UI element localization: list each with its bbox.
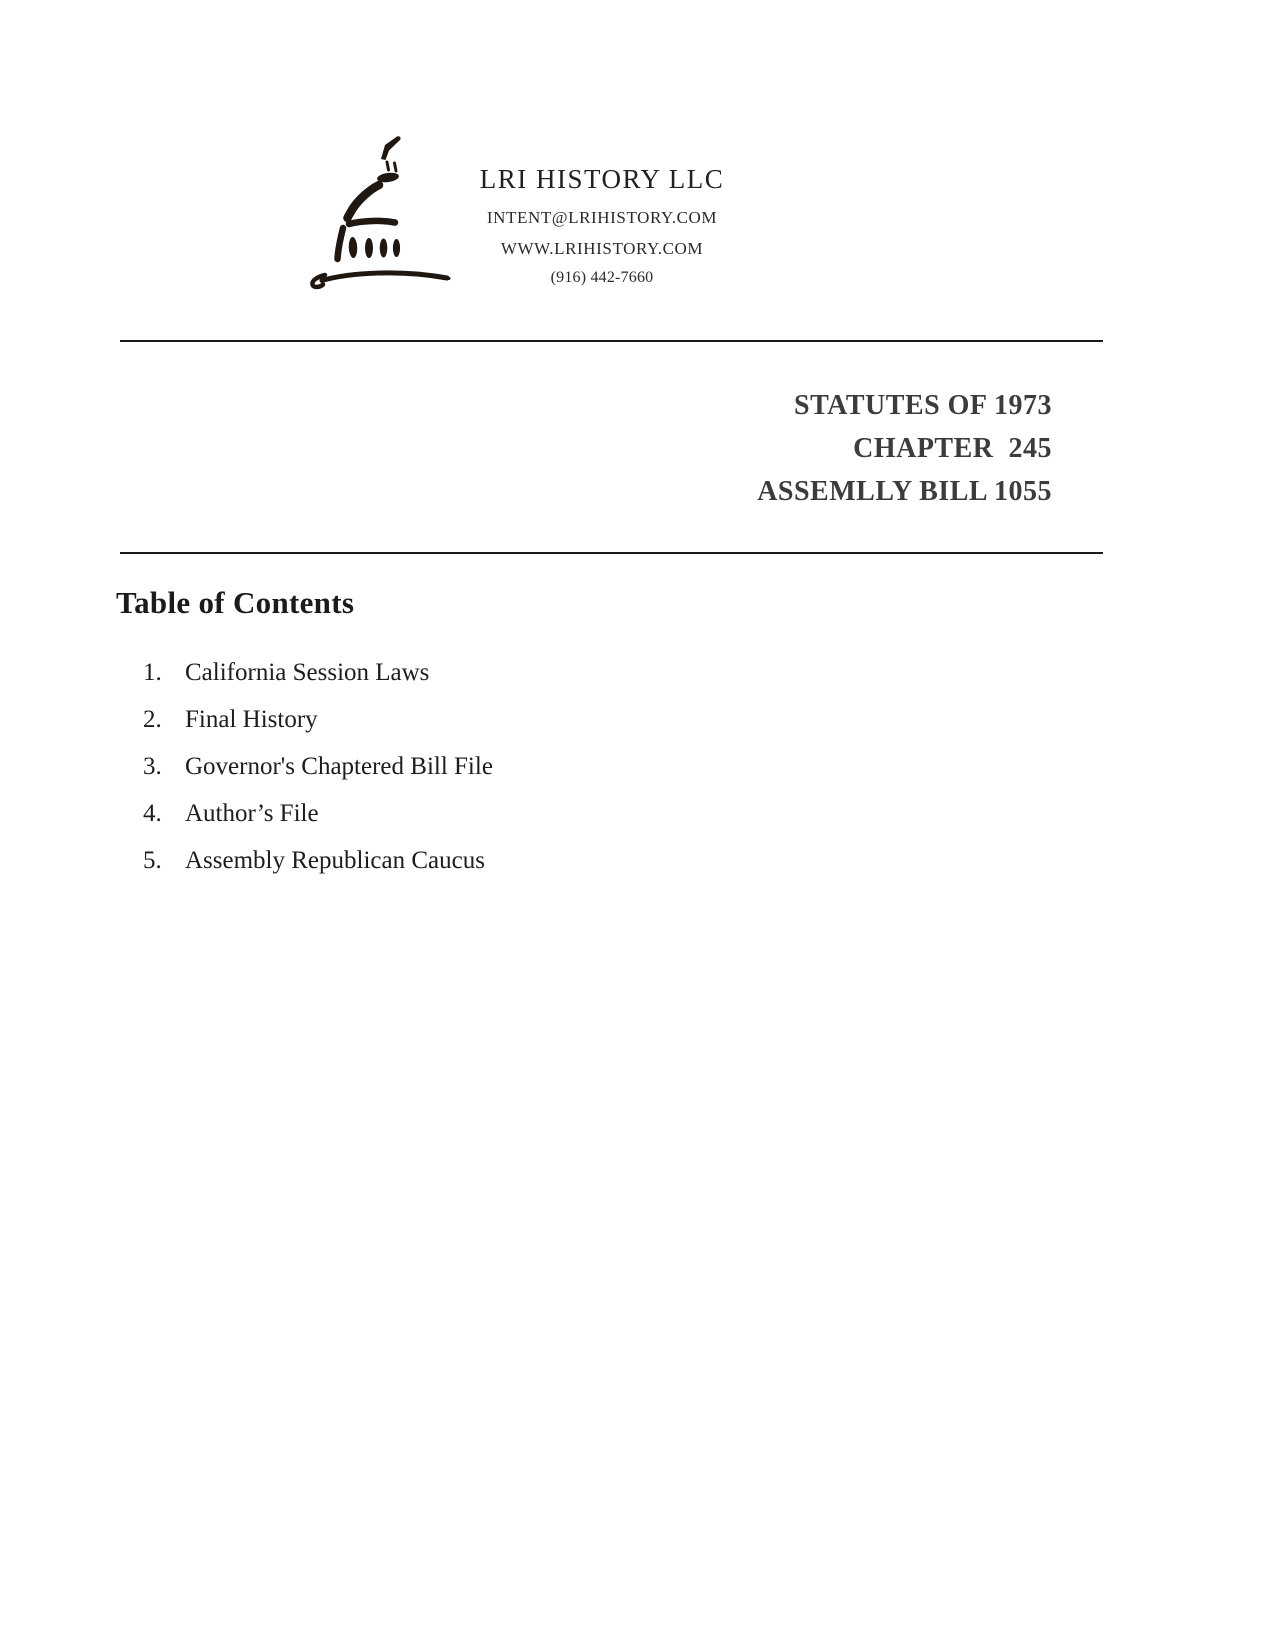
toc-item-label: Final History xyxy=(185,706,318,733)
toc-item-label: Assembly Republican Caucus xyxy=(185,847,485,874)
company-email: INTENT@LRIHISTORY.COM xyxy=(486,208,718,227)
toc-item-number: 4. xyxy=(143,800,162,827)
chapter-line: CHAPTER 245 xyxy=(853,433,1052,464)
toc-title: Table of Contents xyxy=(116,585,355,620)
toc-item-label: Author’s File xyxy=(185,800,319,827)
toc-item xyxy=(143,659,843,706)
toc-item-number: 3. xyxy=(143,753,162,780)
toc-item xyxy=(143,800,843,847)
toc-item-label: California Session Laws xyxy=(185,659,430,686)
case-caption xyxy=(757,384,1052,513)
toc-item-number: 2. xyxy=(143,706,162,733)
company-website: WWW.LRIHISTORY.COM xyxy=(500,239,704,258)
company-phone: (916) 442-7660 xyxy=(550,269,654,286)
toc-item xyxy=(143,706,843,753)
toc-list xyxy=(143,659,843,894)
toc-item xyxy=(143,847,843,894)
divider-top xyxy=(120,340,1103,342)
toc-item-label: Governor's Chaptered Bill File xyxy=(185,753,493,780)
bill-line: ASSEMLLY BILL 1055 xyxy=(757,476,1052,507)
divider-bottom xyxy=(120,552,1103,554)
toc-item-number: 1. xyxy=(143,659,162,686)
toc-item xyxy=(143,753,843,800)
toc-item-number: 5. xyxy=(143,847,162,874)
statutes-line: STATUTES OF 1973 xyxy=(794,390,1052,421)
company-name: LRI HISTORY LLC xyxy=(479,164,725,194)
